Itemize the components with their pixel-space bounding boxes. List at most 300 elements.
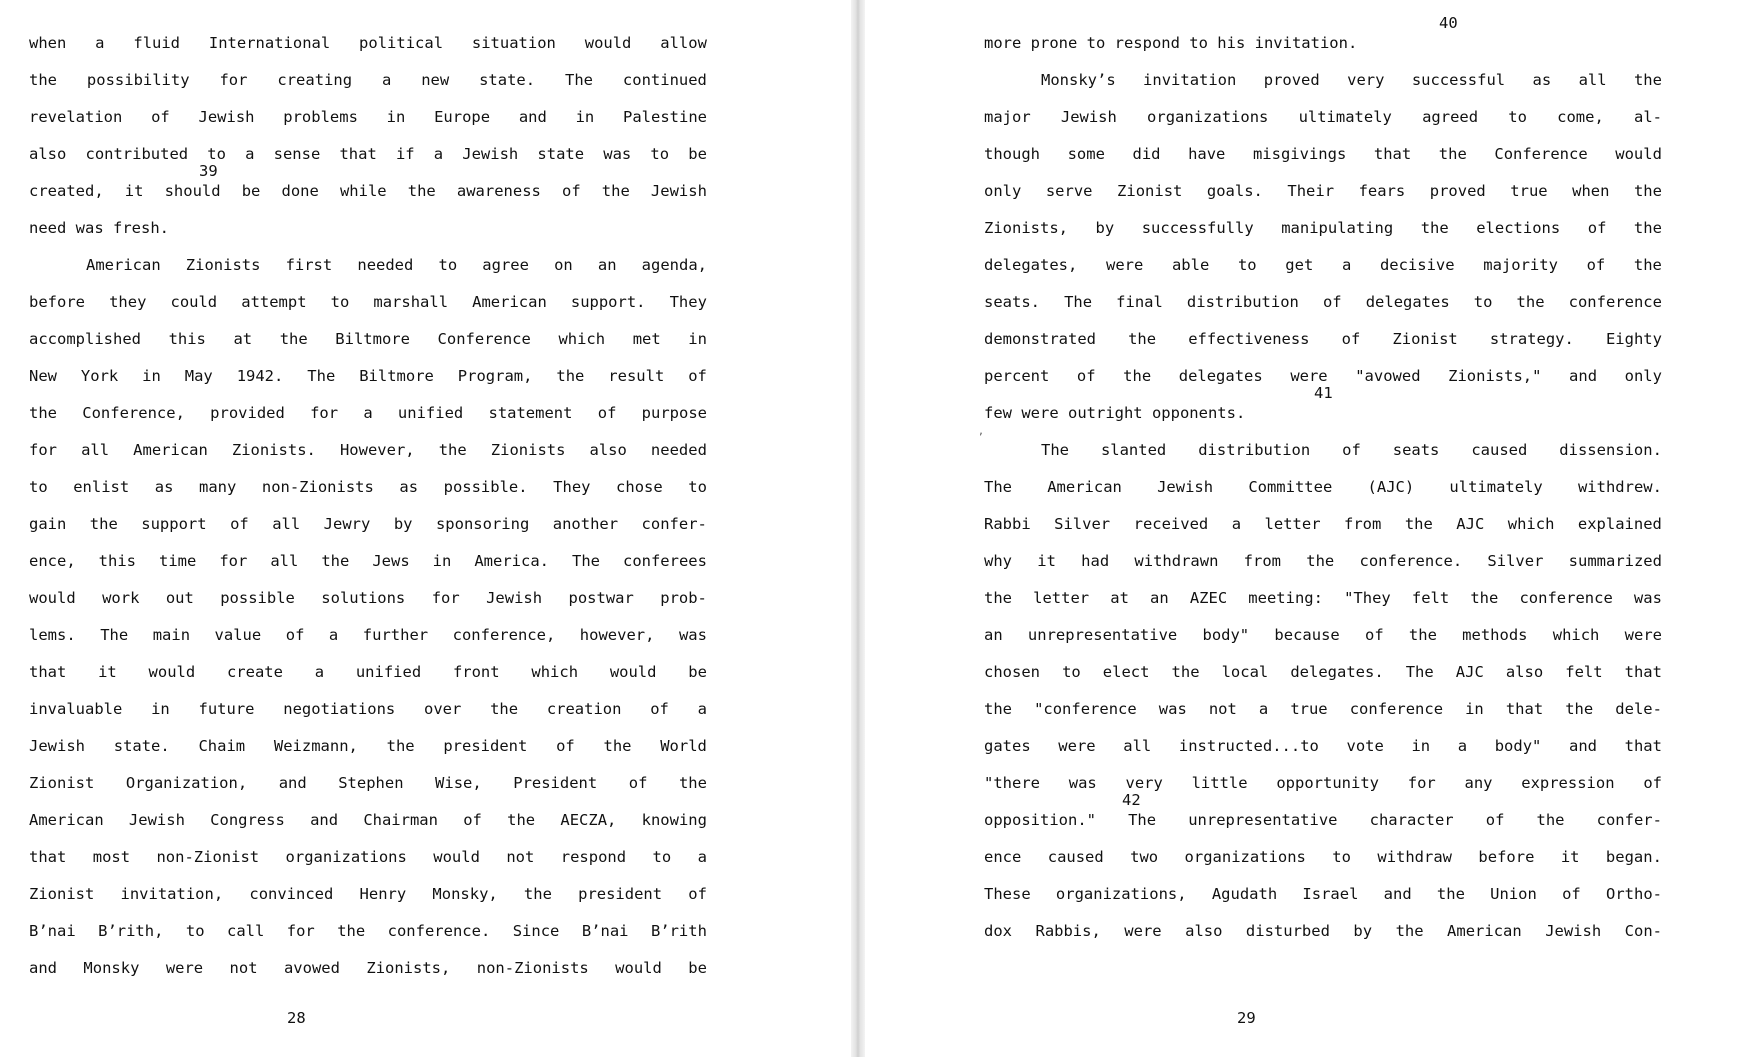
word: all [81, 441, 110, 459]
word: when [29, 34, 67, 52]
word: effectiveness [1188, 330, 1310, 348]
word: Agudath [1211, 885, 1278, 903]
word: dissension. [1559, 441, 1662, 459]
text-line [984, 587, 1662, 624]
word: of [1562, 885, 1581, 903]
word: delegates [1365, 293, 1450, 311]
text-line [29, 587, 707, 624]
word: delegates [1178, 367, 1263, 385]
word: political [359, 34, 444, 52]
word: opportunity [1276, 774, 1379, 792]
word: to [185, 922, 205, 940]
right-page [865, 0, 1747, 1057]
word: instructed...to [1178, 737, 1319, 755]
text-line [984, 550, 1662, 587]
word: not [229, 959, 258, 977]
word: proved [1263, 71, 1320, 89]
word: fluid [133, 34, 181, 52]
word: delegates. [1290, 663, 1384, 681]
word: knowing [641, 811, 707, 829]
word: American [86, 256, 161, 274]
word: could [170, 293, 218, 311]
word: would [584, 34, 632, 52]
word: main [152, 626, 191, 644]
word: a [245, 145, 255, 163]
text-line [984, 698, 1662, 735]
word: for [310, 404, 339, 422]
word: state. [113, 737, 170, 755]
word: The [100, 626, 129, 644]
left-page-text [29, 32, 707, 994]
footnote-marker: 42 [1122, 791, 1141, 809]
word: They [553, 478, 591, 496]
word: for [286, 922, 315, 940]
word: by [1095, 219, 1115, 237]
word: body" [1494, 737, 1542, 755]
word: in [142, 367, 161, 385]
word: future [198, 700, 255, 718]
word: received [1133, 515, 1209, 533]
word: organizations [285, 848, 407, 866]
word: and [310, 811, 339, 829]
text-line [29, 920, 707, 957]
word: Zionists [490, 441, 566, 459]
word: International [208, 34, 331, 52]
word: the [1395, 922, 1424, 940]
word: the [29, 404, 57, 422]
word: the [490, 700, 519, 718]
word: marshall [373, 293, 449, 311]
word: distribution [1186, 293, 1299, 311]
word: to [652, 848, 672, 866]
word: possible. [443, 478, 528, 496]
word: of [597, 404, 617, 422]
word: slanted [1100, 441, 1167, 459]
word: for [219, 71, 248, 89]
word: distribution [1198, 441, 1311, 459]
word: new [421, 71, 450, 89]
word: an [597, 256, 617, 274]
word: were [1624, 626, 1662, 644]
word: to [1332, 848, 1351, 866]
word: of [1076, 367, 1096, 385]
word: strategy. [1489, 330, 1574, 348]
word: to [330, 293, 350, 311]
word: organizations, [1055, 885, 1187, 903]
word: fears [1358, 182, 1406, 200]
word: Eighty [1605, 330, 1662, 348]
word: ultimately [1449, 478, 1543, 496]
word: The [571, 552, 600, 570]
word: disturbed [1245, 922, 1330, 940]
word: that [1373, 145, 1412, 163]
word: the [984, 700, 1012, 718]
text-line [29, 439, 707, 476]
word: a [314, 663, 325, 681]
word: revelation [29, 108, 123, 126]
word: over [423, 700, 462, 718]
text-line [984, 69, 1662, 106]
word: and [518, 108, 547, 126]
word: in [575, 108, 595, 126]
word: it [1560, 848, 1580, 866]
word: if [395, 145, 415, 163]
text-line [984, 143, 1662, 180]
word: as [399, 478, 419, 496]
word: the [1470, 589, 1499, 607]
word: summarized [1568, 552, 1662, 570]
word: any [1464, 774, 1493, 792]
word: a [1341, 256, 1352, 274]
word: get [1285, 256, 1314, 274]
word: AECZA, [560, 811, 617, 829]
word: felt [1411, 589, 1450, 607]
line-text: more prone to respond to his invitation. [984, 34, 1358, 52]
word: also [1505, 663, 1544, 681]
line-text: need was fresh. [29, 219, 169, 237]
word: The [307, 367, 336, 385]
text-line [984, 883, 1662, 920]
word: which [558, 330, 606, 348]
word: create [226, 663, 283, 681]
word: as [154, 478, 174, 496]
word: a [1231, 515, 1242, 533]
word: Jews [372, 552, 410, 570]
word: that [1624, 737, 1662, 755]
word: Zionist [1392, 330, 1458, 348]
word: a [1258, 700, 1269, 718]
word: to [1508, 108, 1527, 126]
word: as [1532, 71, 1552, 89]
word: situation [471, 34, 556, 52]
word: to [1237, 256, 1257, 274]
word: Jewish [29, 737, 85, 755]
word: a [697, 848, 707, 866]
word: by [1353, 922, 1373, 940]
word: withdrawn [1134, 552, 1219, 570]
word: created, [29, 182, 104, 200]
word: of [151, 108, 170, 126]
word: the [1633, 71, 1662, 89]
word: ence, [29, 552, 76, 570]
word: were [1290, 367, 1328, 385]
word: two [1130, 848, 1159, 866]
word: Henry [359, 885, 407, 903]
word: of [1586, 256, 1606, 274]
word: They [669, 293, 707, 311]
word: because [1274, 626, 1340, 644]
word: 1942. [236, 367, 284, 385]
text-line [29, 32, 707, 69]
word: and [1569, 367, 1598, 385]
word: before [1478, 848, 1535, 866]
right-page-text [984, 14, 1662, 957]
word: would [433, 848, 480, 866]
word: American [1047, 478, 1122, 496]
word: delegates, [984, 256, 1078, 274]
scan-speck: , [978, 426, 985, 437]
word: invitation, [120, 885, 224, 903]
word: convinced [249, 885, 334, 903]
word: major [984, 108, 1031, 126]
word: American [133, 441, 208, 459]
text-line [29, 735, 707, 772]
word: "there [984, 774, 1040, 792]
word: by [393, 515, 413, 533]
word: would [615, 959, 662, 977]
word: Biltmore [335, 330, 410, 348]
word: explained [1577, 515, 1662, 533]
word: sense [273, 145, 321, 163]
text-line [29, 291, 707, 328]
word: this [168, 330, 206, 348]
word: for [431, 589, 460, 607]
word: support [141, 515, 207, 533]
page-gutter [851, 0, 865, 1057]
word: possibility [86, 71, 190, 89]
word: Organization, [125, 774, 248, 792]
word: negotiations [283, 700, 396, 718]
word: Silver [1487, 552, 1544, 570]
word: a [1457, 737, 1468, 755]
word: New [29, 367, 57, 385]
word: Monsky [83, 959, 140, 977]
word: agreed [1422, 108, 1479, 126]
text-line [29, 883, 707, 920]
word: result [608, 367, 665, 385]
right-page-number: 29 [1237, 1009, 1256, 1027]
word: from [1243, 552, 1281, 570]
word: of [688, 885, 707, 903]
word: time [159, 552, 197, 570]
text-line [984, 180, 1662, 217]
word: AJC [1455, 663, 1484, 681]
word: be [241, 182, 261, 200]
word: was [678, 626, 707, 644]
word: expression [1521, 774, 1615, 792]
word: the [1306, 552, 1335, 570]
word: The [1128, 811, 1157, 829]
word: little [1191, 774, 1248, 792]
word: some [1067, 145, 1105, 163]
word: began. [1605, 848, 1662, 866]
word: state. [479, 71, 536, 89]
word: conference [1519, 589, 1613, 607]
word: "They [1344, 589, 1391, 607]
word: the [407, 182, 436, 200]
word: serve [1045, 182, 1093, 200]
word: creation [546, 700, 622, 718]
word: B’rith [650, 922, 707, 940]
text-line [29, 698, 707, 735]
word: why [984, 552, 1012, 570]
word: the [29, 71, 57, 89]
word: was [1158, 700, 1187, 718]
word: gates [984, 737, 1031, 755]
word: the [1633, 219, 1662, 237]
word: in [1411, 737, 1431, 755]
word: needed [650, 441, 707, 459]
word: meeting: [1248, 589, 1323, 607]
word: felt [1565, 663, 1603, 681]
word: very [1347, 71, 1385, 89]
word: in [432, 552, 452, 570]
word: Jewish [650, 182, 707, 200]
word: al- [1633, 108, 1662, 126]
word: Zionist [29, 774, 95, 792]
word: Biltmore [359, 367, 434, 385]
text-line [984, 384, 1662, 439]
word: respond [560, 848, 627, 866]
word: confer- [1596, 811, 1662, 829]
word: withdrew. [1577, 478, 1662, 496]
word: of [556, 737, 575, 755]
word: call [226, 922, 265, 940]
word: in [151, 700, 170, 718]
word: Wise, [435, 774, 482, 792]
word: provided [210, 404, 285, 422]
word: the [601, 182, 630, 200]
footnote-marker: 40 [1439, 14, 1458, 32]
word: true [1510, 182, 1548, 200]
word: that [339, 145, 377, 163]
word: America. [474, 552, 549, 570]
word: the [1633, 182, 1662, 200]
word: all [270, 552, 299, 570]
word: met [632, 330, 661, 348]
word: character [1369, 811, 1454, 829]
word: all [1123, 737, 1152, 755]
text-line [29, 217, 707, 254]
word: seats. [984, 293, 1040, 311]
word: in [1465, 700, 1484, 718]
word: conference. [387, 922, 491, 940]
word: American [1447, 922, 1522, 940]
text-line [29, 328, 707, 365]
word: would [609, 663, 657, 681]
word: non-Zionist [156, 848, 260, 866]
word: of [650, 700, 669, 718]
word: Chaim [198, 737, 246, 755]
word: was [1068, 774, 1097, 792]
word: be [688, 959, 707, 977]
word: Monsky’s [1041, 71, 1116, 89]
word: the [89, 515, 118, 533]
word: to [29, 478, 48, 496]
word: Monsky, [432, 885, 498, 903]
word: These [984, 885, 1031, 903]
word: very [1125, 774, 1163, 792]
word: invitation [1143, 71, 1237, 89]
word: were [165, 959, 204, 977]
word: was [1633, 589, 1662, 607]
word: avowed [283, 959, 340, 977]
word: work [102, 589, 140, 607]
left-page-number: 28 [287, 1009, 306, 1027]
word: conference. [1359, 552, 1463, 570]
word: the [603, 737, 632, 755]
word: to [650, 145, 670, 163]
word: before [29, 293, 85, 311]
text-line [984, 254, 1662, 291]
word: Jewish [486, 589, 543, 607]
word: the [1420, 219, 1449, 237]
word: unified [397, 404, 464, 422]
word: to [1062, 663, 1081, 681]
word: the [1128, 330, 1157, 348]
word: "avowed [1355, 367, 1421, 385]
word: Europe [434, 108, 491, 126]
word: creating [277, 71, 353, 89]
word: purpose [641, 404, 707, 422]
word: conferees [622, 552, 707, 570]
word: AJC [1456, 515, 1485, 533]
word: the [1408, 626, 1437, 644]
word: be [688, 663, 707, 681]
word: Program, [457, 367, 533, 385]
word: enlist [73, 478, 130, 496]
word: they [109, 293, 147, 311]
word: The [565, 71, 593, 89]
word: that [1505, 700, 1544, 718]
text-line [984, 513, 1662, 550]
word: the [1171, 663, 1200, 681]
word: a [381, 71, 392, 89]
text-line [29, 957, 707, 994]
text-line [29, 513, 707, 550]
word: on [554, 256, 573, 274]
word: Stephen [338, 774, 404, 792]
word: the [279, 330, 308, 348]
word: allow [660, 34, 707, 52]
word: which [1552, 626, 1600, 644]
word: The [1041, 441, 1069, 459]
word: lems. [29, 626, 76, 644]
word: a [328, 626, 339, 644]
word: Ortho- [1606, 885, 1662, 903]
word: opposition." [984, 811, 1096, 829]
word: non-Zionists [476, 959, 589, 977]
text-line [29, 69, 707, 106]
word: The [1064, 293, 1093, 311]
word: unrepresentative [1188, 811, 1338, 829]
word: had [1081, 552, 1110, 570]
word: further [362, 626, 429, 644]
word: Congress [210, 811, 285, 829]
word: only [984, 182, 1022, 200]
word: possible [220, 589, 295, 607]
word: the [1123, 367, 1152, 385]
word: invaluable [29, 700, 123, 718]
word: Jewish [1060, 108, 1117, 126]
word: the [523, 885, 552, 903]
word: non-Zionists [261, 478, 374, 496]
word: an [1150, 589, 1169, 607]
word: Chairman [363, 811, 438, 829]
word: the [321, 552, 350, 570]
word: Silver [1054, 515, 1111, 533]
word: solutions [321, 589, 406, 607]
word: in [688, 330, 707, 348]
word: The [984, 478, 1012, 496]
word: first [285, 256, 333, 274]
word: Zionist [1117, 182, 1183, 200]
word: Zionists. [231, 441, 316, 459]
word: organizations [1184, 848, 1306, 866]
word: though [984, 145, 1040, 163]
word: letter [1033, 589, 1090, 607]
word: it [1037, 552, 1056, 570]
